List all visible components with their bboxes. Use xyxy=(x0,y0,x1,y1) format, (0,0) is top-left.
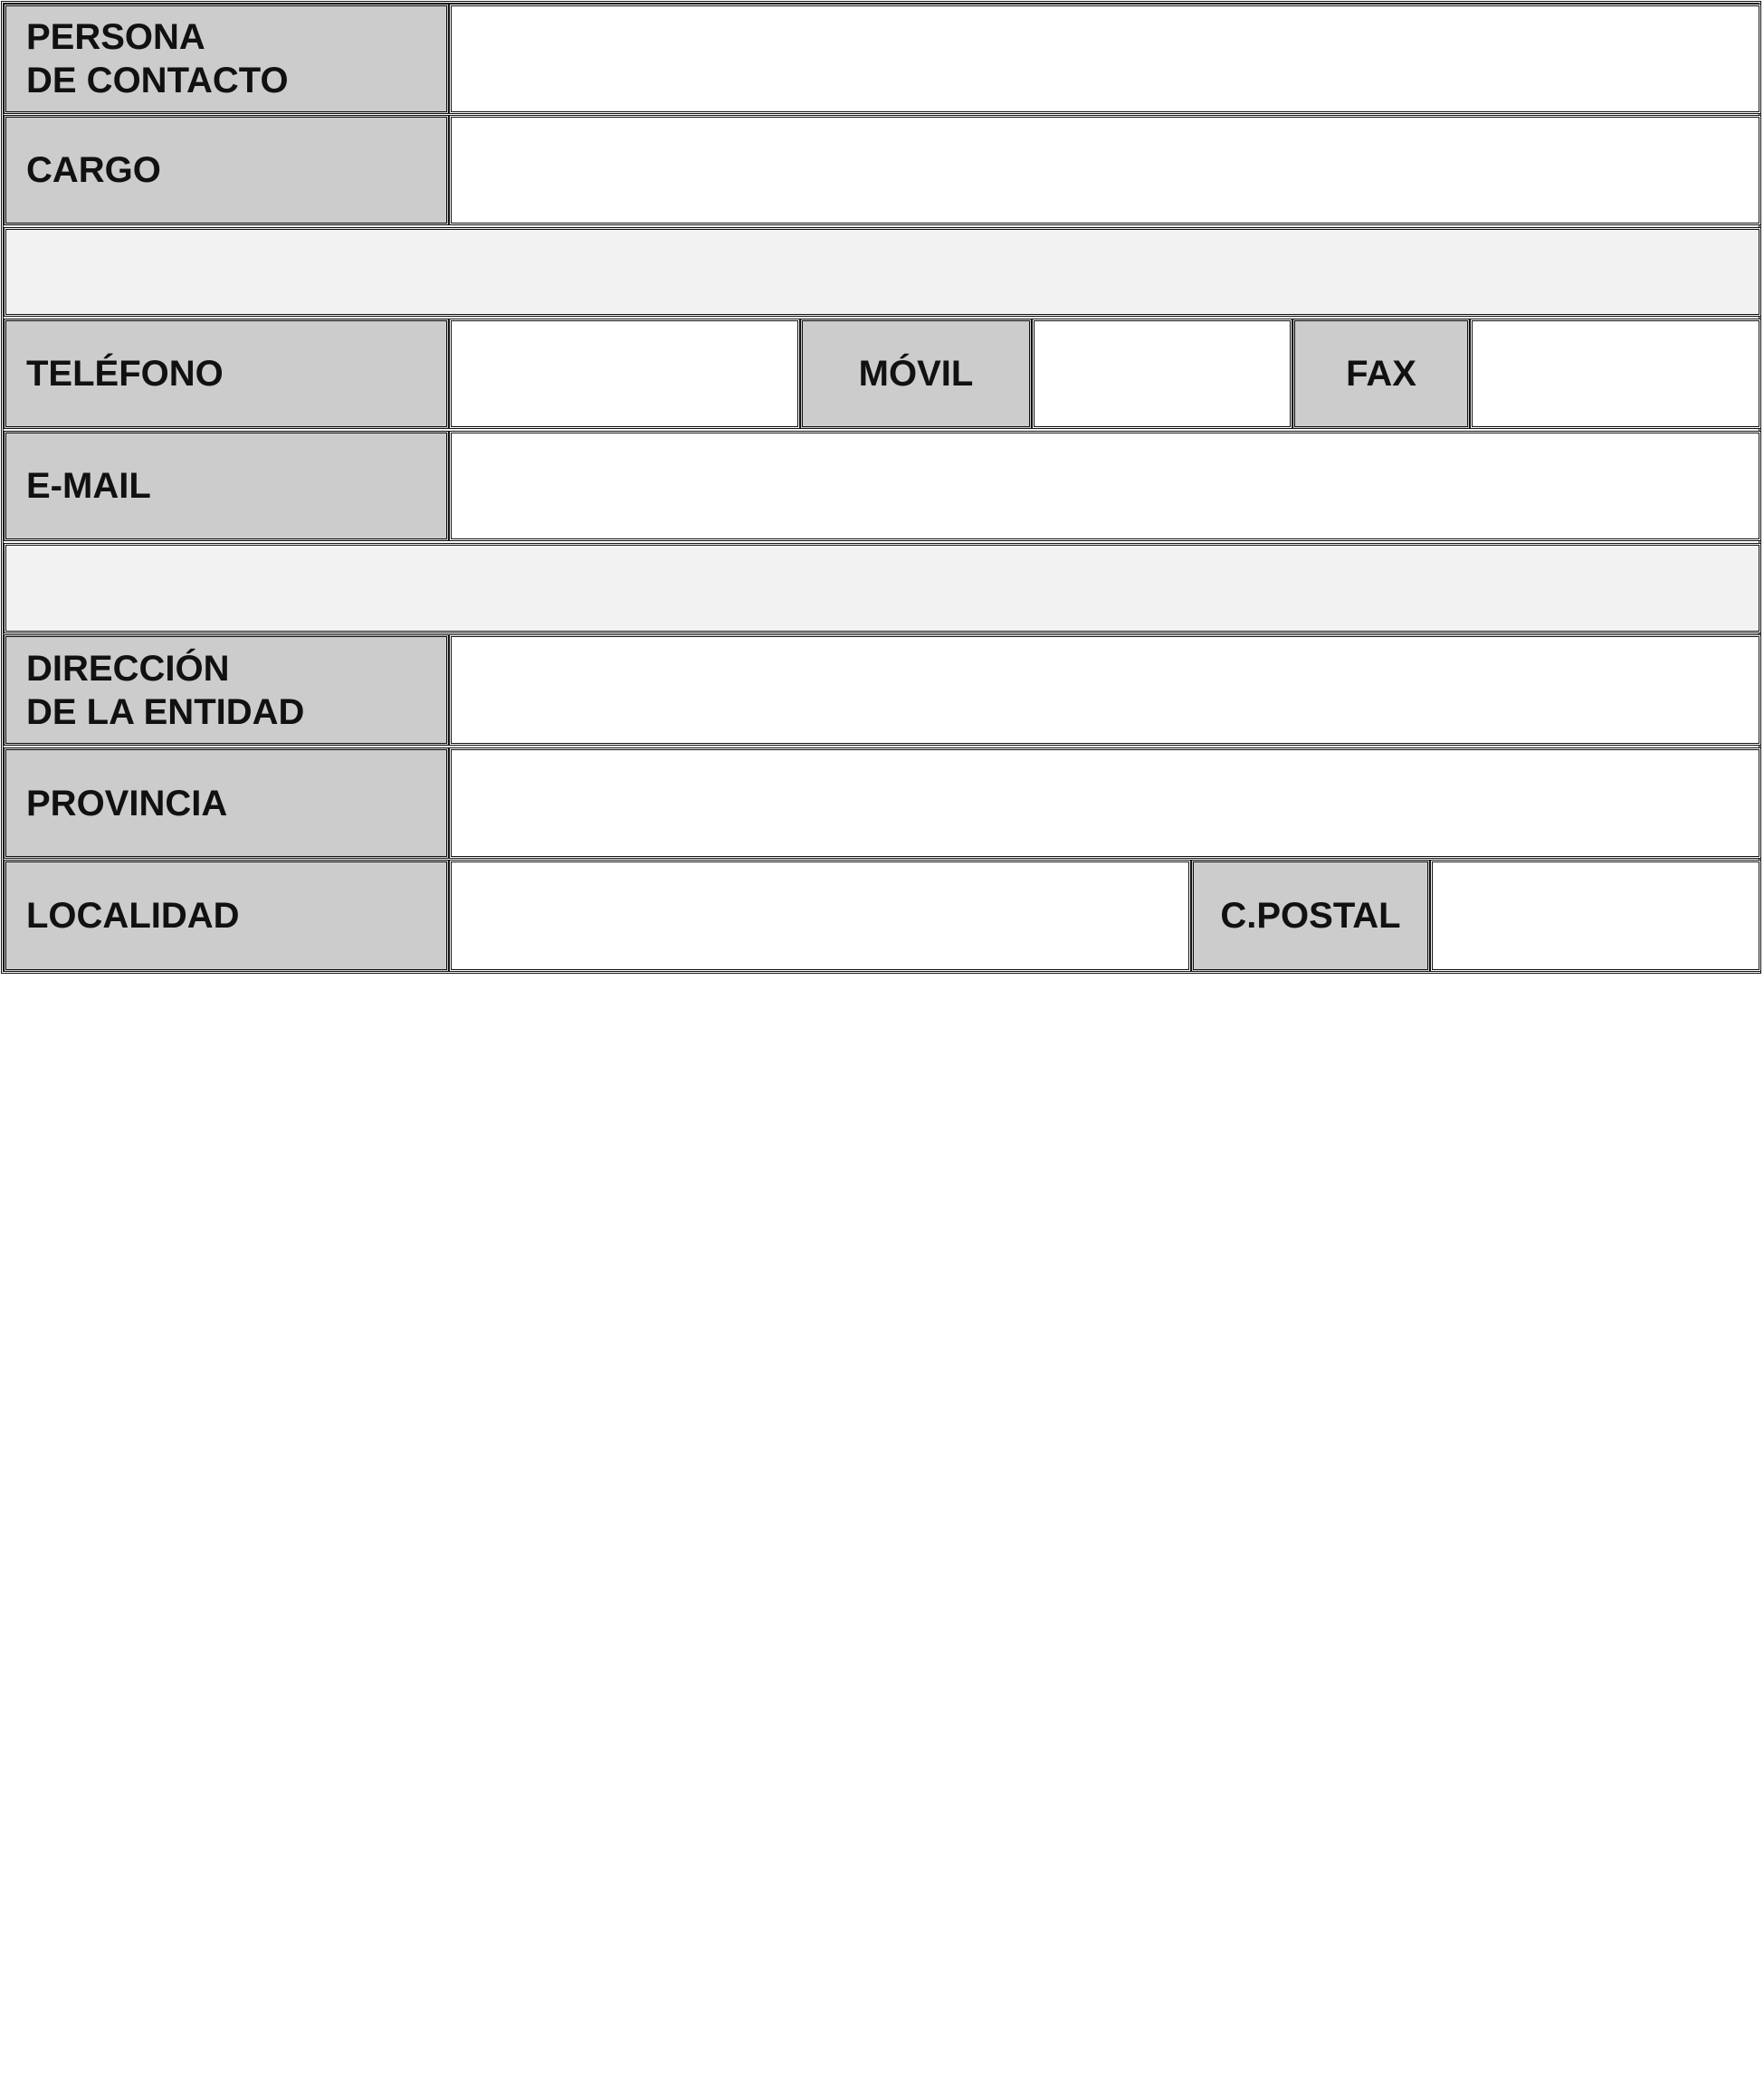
movil-label: MÓVIL xyxy=(858,354,974,394)
cpostal-label-cell xyxy=(1191,860,1430,972)
telefono-label-cell xyxy=(4,319,449,429)
provincia-field[interactable] xyxy=(449,747,1761,859)
localidad-label-cell xyxy=(4,860,449,972)
persona-contacto-label: PERSONA DE CONTACTO xyxy=(26,17,289,100)
section-separator xyxy=(4,543,1761,633)
cargo-label: CARGO xyxy=(26,150,161,190)
section-separator xyxy=(4,227,1761,317)
persona-contacto-field[interactable] xyxy=(449,4,1761,114)
movil-label-cell xyxy=(800,319,1032,429)
cargo-label-cell xyxy=(4,115,449,225)
direccion-label: DIRECCIÓN DE LA ENTIDAD xyxy=(26,648,305,732)
cpostal-field[interactable] xyxy=(1430,860,1761,972)
email-label: E-MAIL xyxy=(26,466,151,506)
localidad-label: LOCALIDAD xyxy=(26,896,240,936)
direccion-field[interactable] xyxy=(449,634,1761,746)
telefono-label: TELÉFONO xyxy=(26,354,224,394)
fax-field[interactable] xyxy=(1470,319,1761,429)
persona-contacto-label-cell xyxy=(4,4,449,114)
cpostal-label: C.POSTAL xyxy=(1220,896,1401,936)
direccion-label-cell xyxy=(4,634,449,746)
localidad-field[interactable] xyxy=(449,860,1191,972)
fax-label: FAX xyxy=(1346,354,1416,394)
telefono-field[interactable] xyxy=(449,319,800,429)
movil-field[interactable] xyxy=(1032,319,1292,429)
provincia-label: PROVINCIA xyxy=(26,783,228,823)
contact-form xyxy=(0,0,1764,977)
cargo-field[interactable] xyxy=(449,115,1761,225)
provincia-label-cell xyxy=(4,747,449,859)
email-field[interactable] xyxy=(449,431,1761,541)
email-label-cell xyxy=(4,431,449,541)
fax-label-cell xyxy=(1292,319,1470,429)
